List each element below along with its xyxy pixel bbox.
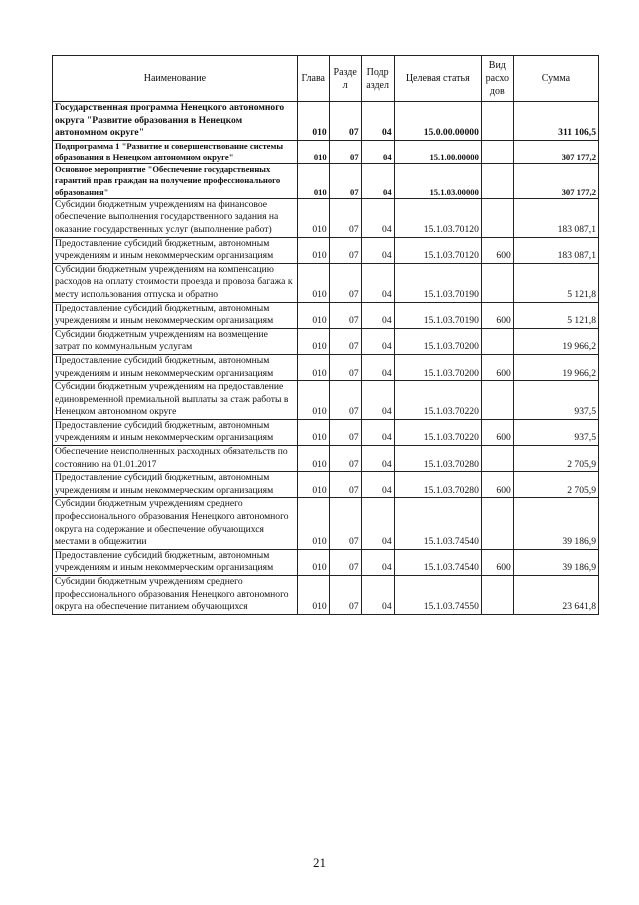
cell-vid <box>481 198 513 237</box>
cell-podrazdel: 04 <box>361 102 394 141</box>
cell-name: Предоставление субсидий бюджетным, автономным учреждениям и иным некоммерческим организациям <box>53 237 298 263</box>
cell-vid <box>481 381 513 420</box>
budget-table <box>52 55 599 615</box>
cell-tselevaya: 15.1.03.70120 <box>394 198 481 237</box>
cell-summa: 2 705,9 <box>513 472 598 498</box>
cell-podrazdel: 04 <box>361 140 394 163</box>
cell-razdel: 07 <box>329 140 361 163</box>
cell-glava: 010 <box>297 237 329 263</box>
cell-tselevaya: 15.1.03.74540 <box>394 549 481 575</box>
table-row <box>53 102 599 141</box>
cell-glava: 010 <box>297 381 329 420</box>
cell-podrazdel: 04 <box>361 302 394 328</box>
cell-razdel: 07 <box>329 302 361 328</box>
cell-glava: 010 <box>297 140 329 163</box>
cell-glava: 010 <box>297 198 329 237</box>
table-row <box>53 198 599 237</box>
cell-podrazdel: 04 <box>361 446 394 472</box>
cell-summa: 19 966,2 <box>513 354 598 380</box>
cell-summa: 5 121,8 <box>513 302 598 328</box>
cell-razdel: 07 <box>329 198 361 237</box>
cell-summa: 39 186,9 <box>513 498 598 549</box>
cell-summa: 19 966,2 <box>513 328 598 354</box>
cell-name: Предоставление субсидий бюджетным, автономным учреждениям и иным некоммерческим организациям <box>53 549 298 575</box>
cell-razdel: 07 <box>329 498 361 549</box>
cell-glava: 010 <box>297 419 329 445</box>
cell-tselevaya: 15.1.03.70280 <box>394 472 481 498</box>
cell-vid: 600 <box>481 237 513 263</box>
cell-tselevaya: 15.1.03.70120 <box>394 237 481 263</box>
cell-vid <box>481 164 513 199</box>
cell-razdel: 07 <box>329 472 361 498</box>
table-row <box>53 472 599 498</box>
cell-glava: 010 <box>297 354 329 380</box>
cell-razdel: 07 <box>329 419 361 445</box>
table-row <box>53 498 599 549</box>
cell-razdel: 07 <box>329 446 361 472</box>
cell-glava: 010 <box>297 549 329 575</box>
cell-tselevaya: 15.1.03.74540 <box>394 498 481 549</box>
cell-razdel: 07 <box>329 237 361 263</box>
cell-glava: 010 <box>297 164 329 199</box>
table-row <box>53 419 599 445</box>
cell-name: Субсидии бюджетным учреждениям на возмещение затрат по коммунальным услугам <box>53 328 298 354</box>
cell-tselevaya: 15.1.03.00000 <box>394 164 481 199</box>
cell-summa: 311 106,5 <box>513 102 598 141</box>
table-row <box>53 381 599 420</box>
cell-glava: 010 <box>297 328 329 354</box>
header-glava: Глава <box>297 56 329 102</box>
cell-glava: 010 <box>297 576 329 615</box>
cell-vid <box>481 102 513 141</box>
cell-summa: 2 705,9 <box>513 446 598 472</box>
cell-name: Обеспечение неисполненных расходных обязательств по состоянию на 01.01.2017 <box>53 446 298 472</box>
cell-vid <box>481 498 513 549</box>
cell-podrazdel: 04 <box>361 549 394 575</box>
cell-vid <box>481 263 513 302</box>
cell-name: Субсидии бюджетным учреждениям среднего профессионального образования Ненецкого автономного округа на обеспечение питанием обучающихся <box>53 576 298 615</box>
cell-glava: 010 <box>297 102 329 141</box>
cell-summa: 183 087,1 <box>513 237 598 263</box>
table-row <box>53 237 599 263</box>
cell-podrazdel: 04 <box>361 328 394 354</box>
cell-glava: 010 <box>297 472 329 498</box>
cell-glava: 010 <box>297 302 329 328</box>
cell-summa: 307 177,2 <box>513 164 598 199</box>
cell-name: Государственная программа Ненецкого автономного округа "Развитие образования в Ненецком автономном округе" <box>53 102 298 141</box>
cell-name: Субсидии бюджетным учреждениям среднего профессионального образования Ненецкого автономного округа на содержание и обеспечение обучающихся местами в общежитии <box>53 498 298 549</box>
cell-name: Предоставление субсидий бюджетным, автономным учреждениям и иным некоммерческим организациям <box>53 354 298 380</box>
header-razdel: Разде л <box>329 56 361 102</box>
cell-razdel: 07 <box>329 381 361 420</box>
cell-razdel: 07 <box>329 102 361 141</box>
cell-razdel: 07 <box>329 328 361 354</box>
cell-tselevaya: 15.1.03.70190 <box>394 263 481 302</box>
cell-name: Основное мероприятие "Обеспечение государственных гарантий прав граждан на получение профессионального образования" <box>53 164 298 199</box>
cell-podrazdel: 04 <box>361 354 394 380</box>
cell-name: Субсидии бюджетным учреждениям на предоставление единовременной премиальной выплаты за стаж работы в Ненецком автономном округе <box>53 381 298 420</box>
cell-podrazdel: 04 <box>361 198 394 237</box>
cell-summa: 937,5 <box>513 381 598 420</box>
header-name: Наименование <box>53 56 298 102</box>
table-row <box>53 549 599 575</box>
cell-podrazdel: 04 <box>361 419 394 445</box>
cell-razdel: 07 <box>329 164 361 199</box>
table-row <box>53 446 599 472</box>
cell-tselevaya: 15.1.03.70280 <box>394 446 481 472</box>
cell-vid: 600 <box>481 419 513 445</box>
cell-razdel: 07 <box>329 576 361 615</box>
page-number: 21 <box>313 855 326 870</box>
cell-razdel: 07 <box>329 549 361 575</box>
cell-podrazdel: 04 <box>361 164 394 199</box>
header-podrazdel: Подр аздел <box>361 56 394 102</box>
table-row <box>53 576 599 615</box>
cell-glava: 010 <box>297 446 329 472</box>
table-header-row <box>53 56 599 102</box>
cell-podrazdel: 04 <box>361 498 394 549</box>
table-row <box>53 328 599 354</box>
cell-glava: 010 <box>297 263 329 302</box>
table-row <box>53 140 599 163</box>
cell-tselevaya: 15.1.03.70190 <box>394 302 481 328</box>
cell-summa: 39 186,9 <box>513 549 598 575</box>
table-row <box>53 164 599 199</box>
cell-tselevaya: 15.1.03.70200 <box>394 328 481 354</box>
cell-razdel: 07 <box>329 263 361 302</box>
header-summa: Сумма <box>513 56 598 102</box>
cell-tselevaya: 15.1.03.70220 <box>394 419 481 445</box>
cell-tselevaya: 15.1.03.70200 <box>394 354 481 380</box>
cell-tselevaya: 15.1.03.70220 <box>394 381 481 420</box>
cell-vid <box>481 446 513 472</box>
cell-name: Предоставление субсидий бюджетным, автономным учреждениям и иным некоммерческим организациям <box>53 472 298 498</box>
cell-vid <box>481 140 513 163</box>
cell-summa: 23 641,8 <box>513 576 598 615</box>
header-tselevaya: Целевая статья <box>394 56 481 102</box>
cell-podrazdel: 04 <box>361 263 394 302</box>
cell-summa: 183 087,1 <box>513 198 598 237</box>
cell-vid: 600 <box>481 472 513 498</box>
cell-summa: 307 177,2 <box>513 140 598 163</box>
cell-name: Предоставление субсидий бюджетным, автономным учреждениям и иным некоммерческим организациям <box>53 302 298 328</box>
table-row <box>53 354 599 380</box>
cell-name: Предоставление субсидий бюджетным, автономным учреждениям и иным некоммерческим организациям <box>53 419 298 445</box>
cell-vid <box>481 328 513 354</box>
cell-tselevaya: 15.1.03.74550 <box>394 576 481 615</box>
cell-tselevaya: 15.1.00.00000 <box>394 140 481 163</box>
cell-name: Субсидии бюджетным учреждениям на финансовое обеспечение выполнения государственного задания на оказание государственных услуг (выполнение работ) <box>53 198 298 237</box>
cell-vid: 600 <box>481 354 513 380</box>
cell-vid: 600 <box>481 302 513 328</box>
table-row <box>53 302 599 328</box>
cell-podrazdel: 04 <box>361 472 394 498</box>
cell-podrazdel: 04 <box>361 237 394 263</box>
cell-name: Подпрограмма 1 "Развитие и совершенствование системы образования в Ненецком автономном округе" <box>53 140 298 163</box>
cell-podrazdel: 04 <box>361 576 394 615</box>
cell-podrazdel: 04 <box>361 381 394 420</box>
cell-vid <box>481 576 513 615</box>
cell-vid: 600 <box>481 549 513 575</box>
cell-summa: 937,5 <box>513 419 598 445</box>
cell-razdel: 07 <box>329 354 361 380</box>
cell-glava: 010 <box>297 498 329 549</box>
cell-summa: 5 121,8 <box>513 263 598 302</box>
table-row <box>53 263 599 302</box>
header-vid: Вид расхо дов <box>481 56 513 102</box>
cell-name: Субсидии бюджетным учреждениям на компенсацию расходов на оплату стоимости проезда и провоза багажа к месту использования отпуска и обратно <box>53 263 298 302</box>
cell-tselevaya: 15.0.00.00000 <box>394 102 481 141</box>
